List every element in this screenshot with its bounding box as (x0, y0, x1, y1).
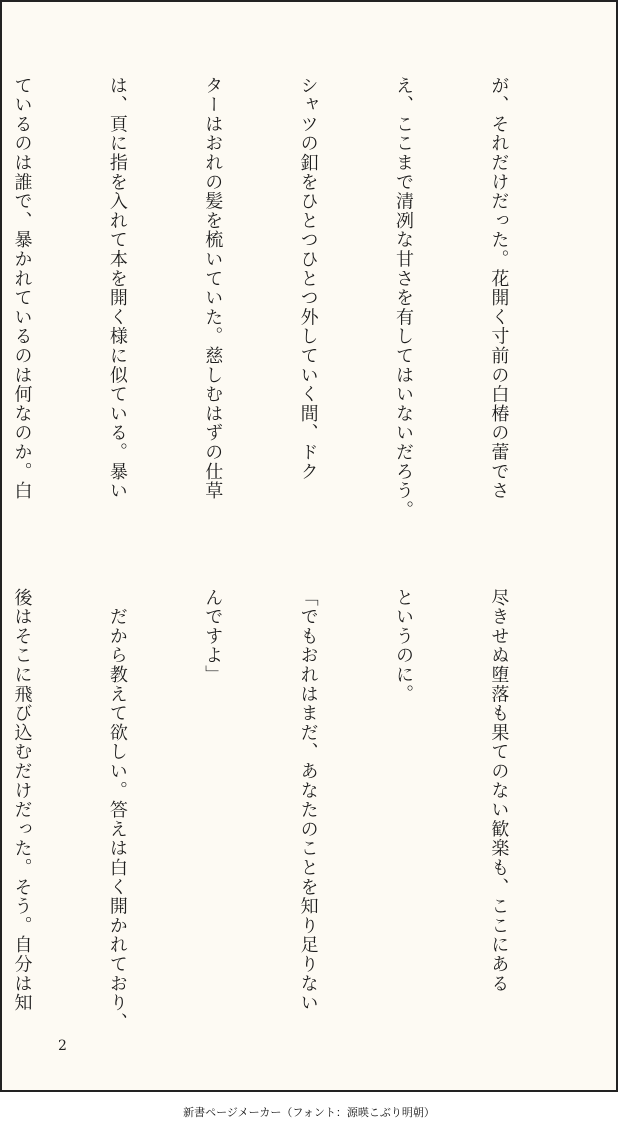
text-line: ターはおれの髪を梳いていた。慈しむはずの仕草 (202, 76, 224, 501)
lower-text-block (0, 588, 578, 1032)
text-line: が、それだけだった。花開く寸前の白椿の蕾でさ (488, 76, 510, 501)
text-line: 尽きせぬ堕落も果てのない歓楽も、ここにある (488, 588, 510, 994)
text-line: 後はそこに飛び込むだけだった。そう。自分は知 (11, 588, 33, 1013)
upper-text-block (0, 76, 578, 536)
footer-credit: 新書ページメーカー（フォント：源暎こぶり明朝） (183, 1106, 435, 1119)
text-line: え、ここまで清冽な甘さを有してはいないだろう。 (393, 76, 415, 520)
text-line: んですよ」 (202, 588, 224, 685)
text-line: は、頁に指を入れて本を開く様に似ている。暴い (106, 76, 128, 501)
text-line: というのに。 (393, 588, 415, 704)
text-line: シャツの釦をひとつひとつ外していく間、ドク (297, 76, 319, 482)
text-line: 「でもおれはまだ、あなたのことを知り足りない (297, 588, 319, 1013)
page-number: 2 (58, 1038, 67, 1054)
text-line: ているのは誰で、暴かれているのは何なのか。白 (11, 76, 33, 501)
text-line: だから教えて欲しい。答えは白く開かれており、 (106, 588, 128, 1032)
